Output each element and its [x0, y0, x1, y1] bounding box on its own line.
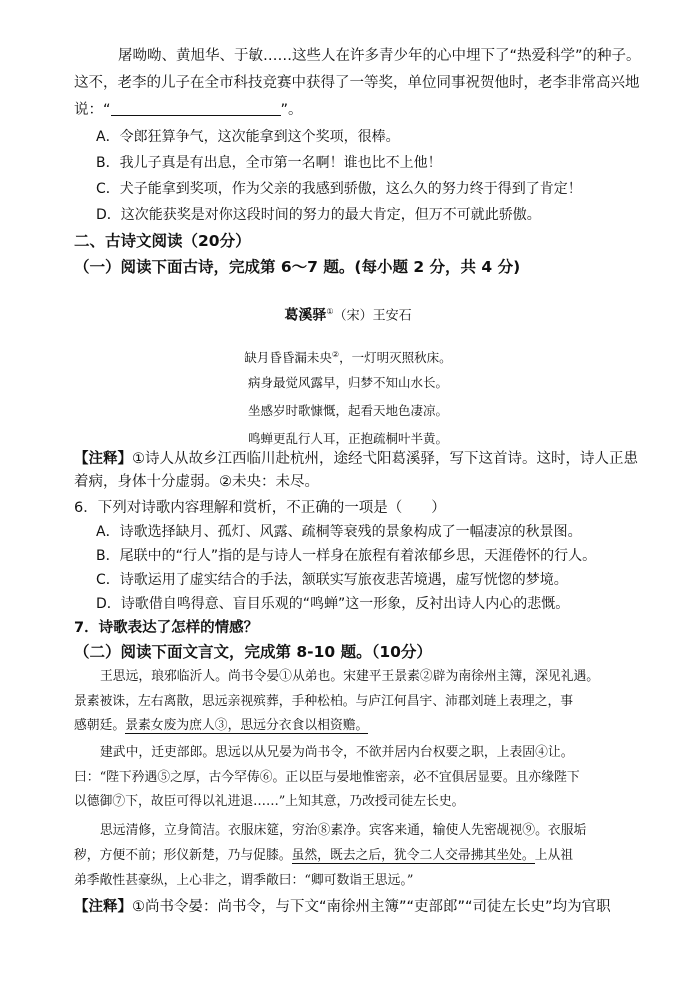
intro-line-3-prefix: 说：“	[74, 102, 111, 118]
intro-line-3-suffix: ”。	[280, 102, 303, 118]
intro-line-2: 这不，老李的儿子在全市科技竞赛中获得了一等奖，单位同事祝贺他时，老李非常高兴地	[74, 75, 640, 91]
q5-option-c: C．犬子能拿到奖项，作为父亲的我感到骄傲，这么久的努力终于得到了肯定！	[96, 181, 582, 197]
classical-p3-line-3: 弟季敞性甚豪纵，上心非之，谓季敞曰：“卿可数诣王思远。”	[74, 873, 414, 888]
poem-line-3: 坐感岁时歌慷慨，起看天地色凄凉。	[247, 403, 448, 418]
intro-line-3	[74, 100, 303, 120]
classical-p3-line-2-a: 秽，方便不前；形仪新楚，乃与促膝。	[74, 848, 292, 863]
classical-p1-line-3-text: 感朝廷。	[74, 718, 126, 733]
classical-underlined-sentence-2: 虽然，既去之后，犹令二人交帚拂其坐处。	[291, 848, 535, 863]
poem-line-1-mark: ②	[331, 350, 340, 359]
classical-p3-line-1: 思远清修，立身简洁。衣服床筵，穷治⑧素净。宾客来通，输使人先密觇视⑨。衣服垢	[100, 823, 587, 838]
intro-line-1: 屠呦呦、黄旭华、于敏……这些人在许多青少年的心中埋下了“热爱科学”的种子。	[118, 48, 641, 64]
q5-option-d: D．这次能获奖是对你这段时间的努力的最大肯定，但万不可就此骄傲。	[96, 207, 541, 223]
q5-option-a: A．令郎狂算争气，这次能拿到这个奖项，很棒。	[96, 129, 400, 145]
classical-note-line	[74, 897, 611, 917]
classical-p1-line-2: 景素被诛，左右离散，思远亲视殡葬，手种松柏。与庐江何昌宇、沛郡刘琏上表理之，事	[74, 694, 574, 709]
poem-note-line-1	[74, 449, 638, 469]
poem-title-line	[0, 302, 696, 326]
classical-p1-line-3	[74, 716, 368, 736]
poem-line-4: 鸣蝉更乱行人耳，正抱疏桐叶半黄。	[247, 431, 448, 446]
section-2-heading: 二、古诗文阅读（20分）	[74, 232, 251, 250]
classical-p2-line-2: 曰：“陛下矜遇⑤之厚，古今罕俦⑥。正以臣与晏地惟密亲，必不宜俱居显要。且亦缘陛下	[74, 770, 580, 785]
q6-option-a: A．诗歌选择缺月、孤灯、风露、疏桐等衰残的景象构成了一幅凄凉的秋景图。	[96, 524, 582, 540]
q6-option-c: C．诗歌运用了虚实结合的手法，颔联实写旅夜悲苦境遇，虚写恍惚的梦境。	[96, 572, 568, 588]
poem-title: 葛溪驿	[284, 307, 327, 324]
classical-p3-line-2	[74, 846, 573, 866]
classical-note-tag: 【注释】	[74, 899, 132, 915]
q6-option-b: B．尾联中的“行人”指的是与诗人一样身在旅程有着浓郁乡思，天涯倦怀的行人。	[96, 548, 597, 564]
q6-stem: 6．下列对诗歌内容理解和赏析，不正确的一项是（ ）	[74, 500, 446, 516]
poem-note-text-1: ①诗人从故乡江西临川赴杭州，途经弋阳葛溪驿，写下这首诗。这时，诗人正患	[132, 451, 638, 467]
classical-p3-line-2-b: 上从祖	[534, 848, 574, 863]
part-2-heading: （二）阅读下面文言文，完成第 8-10 题。（10分）	[74, 643, 432, 661]
poem-line-1-b: ，一灯明灭照秋床。	[339, 350, 452, 366]
answer-blank[interactable]	[111, 101, 281, 116]
classical-p2-line-1: 建武中，迁吏部郎。思远以从兄晏为尚书令，不欲并居内台权要之职，上表固④让。	[100, 745, 574, 760]
poem-line-1	[0, 345, 696, 368]
q5-option-b: B．我儿子真是有出息，全市第一名啊！谁也比不上他！	[96, 155, 442, 171]
classical-p2-line-3: 以德御⑦下，故臣可得以礼进退……”上知其意，乃改授司徒左长史。	[74, 794, 465, 809]
poem-line-1-a: 缺月昏昏漏未央	[244, 350, 332, 366]
poem-note-line-2: 着病，身体十分虚弱。②未央：未尽。	[74, 474, 319, 490]
classical-p1-line-1: 王思远，琅邪临沂人。尚书令晏①从弟也。宋建平王景素②辟为南徐州主簿，深见礼遇。	[100, 669, 600, 684]
poem-line-2: 病身最觉风露早，归梦不知山水长。	[247, 375, 448, 390]
poem-title-note-mark: ①	[326, 307, 334, 316]
classical-underlined-sentence-1: 景素女废为庶人③，思远分衣食以相资赡。	[125, 718, 369, 733]
poem-note-tag: 【注释】	[74, 451, 132, 467]
q7-stem: 7．诗歌表达了怎样的情感？	[74, 620, 259, 636]
poem-author: （宋）王安石	[333, 308, 412, 324]
q6-option-d: D．诗歌借自鸣得意、盲目乐观的“鸣蝉”这一形象，反衬出诗人内心的悲慨。	[96, 596, 570, 612]
part-1-heading: （一）阅读下面古诗，完成第 6～7 题。(每小题 2 分，共 4 分)	[74, 258, 521, 276]
classical-note-text: ①尚书令晏：尚书令，与下文“南徐州主簿”“吏部郎”“司徒左长史”均为官职	[132, 899, 611, 915]
